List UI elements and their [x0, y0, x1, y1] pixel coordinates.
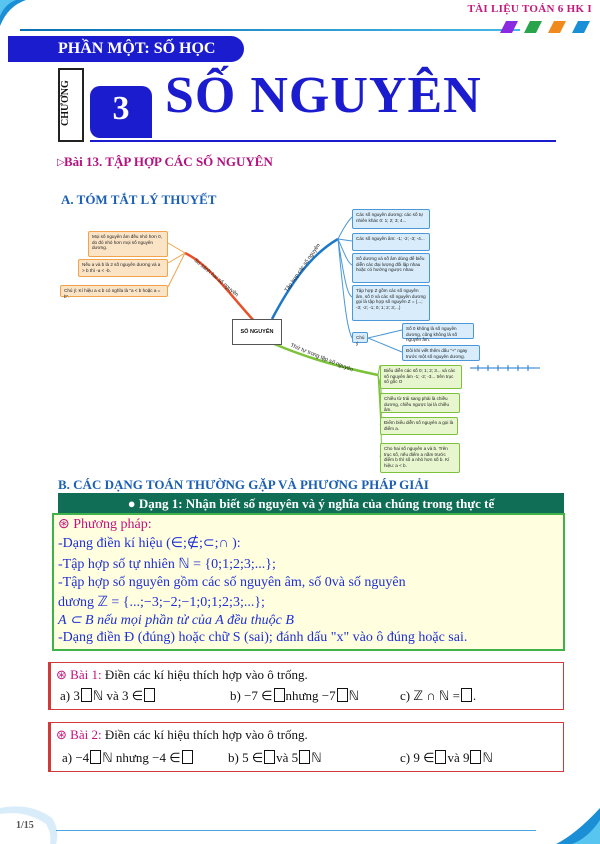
- ex2c-mid: và 9: [447, 750, 470, 765]
- answer-box[interactable]: [274, 688, 285, 702]
- corner-ornament-icon: [546, 808, 600, 844]
- answer-box[interactable]: [81, 688, 92, 702]
- ex1b-end: ℕ: [348, 688, 360, 703]
- lesson-title: Bài 13. TẬP HỢP CÁC SỐ NGUYÊN: [64, 154, 273, 169]
- dang1-title: ● Dạng 1: Nhận biết số nguyên và ý nghĩa của chúng trong thực tế: [127, 496, 495, 511]
- section-b-heading: B. CÁC DẠNG TOÁN THƯỜNG GẶP VÀ PHƯƠNG PHÁP GIẢI: [58, 477, 429, 492]
- ex1a-mid: ℕ và 3 ∈: [92, 688, 144, 703]
- ex2b-end: ℕ: [311, 750, 322, 765]
- exercise-1-prompt: [56, 667, 308, 683]
- answer-box[interactable]: [461, 688, 472, 702]
- exercise-2-head: Bài 2:: [70, 727, 102, 742]
- footer-rule: [56, 830, 536, 831]
- bullet-icon: ⊛: [56, 667, 71, 682]
- triangle-bullet-icon: ▷: [57, 157, 65, 168]
- method-line-3: -Tập hợp số nguyên gồm các số nguyên âm, số 0và số nguyên: [58, 575, 406, 590]
- mm-set-2: Các số nguyên âm: -1; -2; -3; -4...: [352, 233, 430, 251]
- chapter-title: SỐ NGUYÊN: [165, 67, 482, 124]
- method-head-text: Phương pháp:: [73, 517, 152, 532]
- answer-box[interactable]: [264, 750, 275, 764]
- method-line-6: -Dạng điền Đ (đúng) hoặc chữ S (sai); đánh dấu "x" vào ô đúng hoặc sai.: [58, 630, 468, 645]
- answer-box[interactable]: [470, 750, 481, 764]
- series-title: TÀI LIỆU TOÁN 6 HK I: [467, 3, 592, 15]
- mm-left-2: Nếu a và b là 2 số nguyên dương và a > b thì -a < -b.: [78, 259, 168, 277]
- answer-box[interactable]: [299, 750, 310, 764]
- exercise-2a: [62, 750, 194, 766]
- ex1c-end: .: [472, 688, 477, 703]
- mm-set-4: Tập hợp Z gồm các số nguyên âm, số 0 và các số nguyên dương gọi là tập hợp số nguyên Z = {...; -3; -2; -1; 0; 1; 2; 3;...}: [352, 285, 430, 321]
- method-line-4: dương ℤ = {...;−3;−2;−1;0;1;2;3;...};: [58, 595, 265, 610]
- mm-set-1: Các số nguyên dương: các số tự nhiên khác 0: 1; 2; 3; 4...: [352, 209, 430, 229]
- ex1b-mid: nhưng −7: [285, 688, 336, 703]
- part-label: PHẦN MỘT: SỐ HỌC: [58, 40, 216, 57]
- branch-compare-label: So sánh hai số nguyên: [192, 257, 240, 299]
- ex2a-label: a) −4: [62, 750, 90, 765]
- chapter-word: CHƯƠNG: [60, 80, 71, 126]
- answer-box[interactable]: [435, 750, 446, 764]
- color-bars-icon: [496, 21, 596, 33]
- mm-set-3: Số dương và số âm dùng để biểu diễn các đại lượng đối lập nhau hoặc có hướng ngược nhau: [352, 253, 430, 283]
- answer-box[interactable]: [144, 688, 155, 702]
- branch-set-label: Tập hợp các số nguyên: [283, 242, 322, 294]
- ex1b-label: b) −7 ∈: [230, 688, 273, 703]
- branch-axis-label: Thứ tự trong tập số nguyên: [289, 342, 354, 374]
- answer-box[interactable]: [90, 750, 101, 764]
- exercise-1c: [400, 688, 476, 704]
- exercise-1a: [60, 688, 156, 704]
- mm-axis-4: Cho hai số nguyên a và b. Trên trục số, nếu điểm a nằm trước điểm b thì số a nhỏ hơn số b. Kí hiệu: a < b.: [380, 443, 460, 473]
- header-rule: [20, 29, 520, 31]
- bullet-icon: ⊛: [56, 727, 71, 742]
- mm-axis-1: Biểu diễn các số 0; 1; 2; 3... và các số nguyên âm -1; -2; -3... trên trục số gốc O: [380, 365, 462, 389]
- ex1a-label: a) 3: [60, 688, 80, 703]
- page-number: 1/15: [16, 820, 34, 831]
- section-a-heading: A. TÓM TẮT LÝ THUYẾT: [61, 192, 217, 207]
- exercise-1b: [230, 688, 359, 704]
- method-head: [58, 516, 152, 533]
- exercise-2-prompt: [56, 727, 308, 743]
- mm-axis-3: Điểm biểu diễn số nguyên a gọi là điểm a.: [380, 417, 458, 435]
- mm-left-1: Mọi số nguyên âm đều nhỏ hơn 0, do đó nhỏ hơn mọi số nguyên dương.: [88, 231, 168, 257]
- ex2b-label: b) 5 ∈: [228, 750, 264, 765]
- exercise-1-head: Bài 1:: [70, 667, 102, 682]
- method-line-2: -Tập hợp số tự nhiên ℕ = {0;1;2;3;...};: [58, 557, 276, 572]
- mm-note-label: Chú ý: [352, 332, 368, 343]
- ex2b-mid: và 5: [276, 750, 299, 765]
- mindmap-root: SỐ NGUYÊN: [232, 319, 282, 345]
- bullet-icon: ⊛: [58, 517, 74, 532]
- ex2a-mid: ℕ nhưng −4 ∈: [102, 750, 181, 765]
- exercise-2b: [228, 750, 322, 766]
- mm-note-2: Đôi khi viết thêm dấu "+" ngay trước một số nguyên dương.: [402, 345, 480, 361]
- exercise-1-text: Điền các kí hiệu thích hợp vào ô trống.: [104, 667, 308, 682]
- ex1c-label: c) ℤ ∩ ℕ =: [400, 688, 460, 703]
- chapter-number: 3: [112, 90, 130, 127]
- corner-ornament-icon: [0, 0, 26, 26]
- answer-box[interactable]: [337, 688, 348, 702]
- mm-note-1: Số 0 không là số nguyên dương, cũng không là số nguyên âm.: [402, 323, 474, 339]
- ex2c-end: ℕ: [482, 750, 493, 765]
- chapter-underline: [90, 140, 556, 142]
- mm-axis-2: Chiều từ trái sang phải là chiều dương, chiều ngược lại là chiều âm.: [380, 393, 460, 413]
- mm-left-3: Chú ý: Kí hiệu a ≤ b có nghĩa là "a < b hoặc a = b".: [60, 285, 168, 297]
- dang1-label: Dạng 1: Nhận biết số nguyên và ý nghĩa của chúng trong thực tế: [138, 496, 495, 511]
- answer-box[interactable]: [182, 750, 193, 764]
- exercise-2c: [400, 750, 493, 766]
- method-line-1: -Dạng điền kí hiệu (∈;∉;⊂;∩ ):: [58, 536, 241, 551]
- ex2c-label: c) 9 ∈: [400, 750, 435, 765]
- exercise-2-text: Điền các kí hiệu thích hợp vào ô trống.: [104, 727, 308, 742]
- mindmap: [60, 205, 550, 477]
- method-line-5: A ⊂ B nếu mọi phần tử của A đều thuộc B: [58, 613, 294, 628]
